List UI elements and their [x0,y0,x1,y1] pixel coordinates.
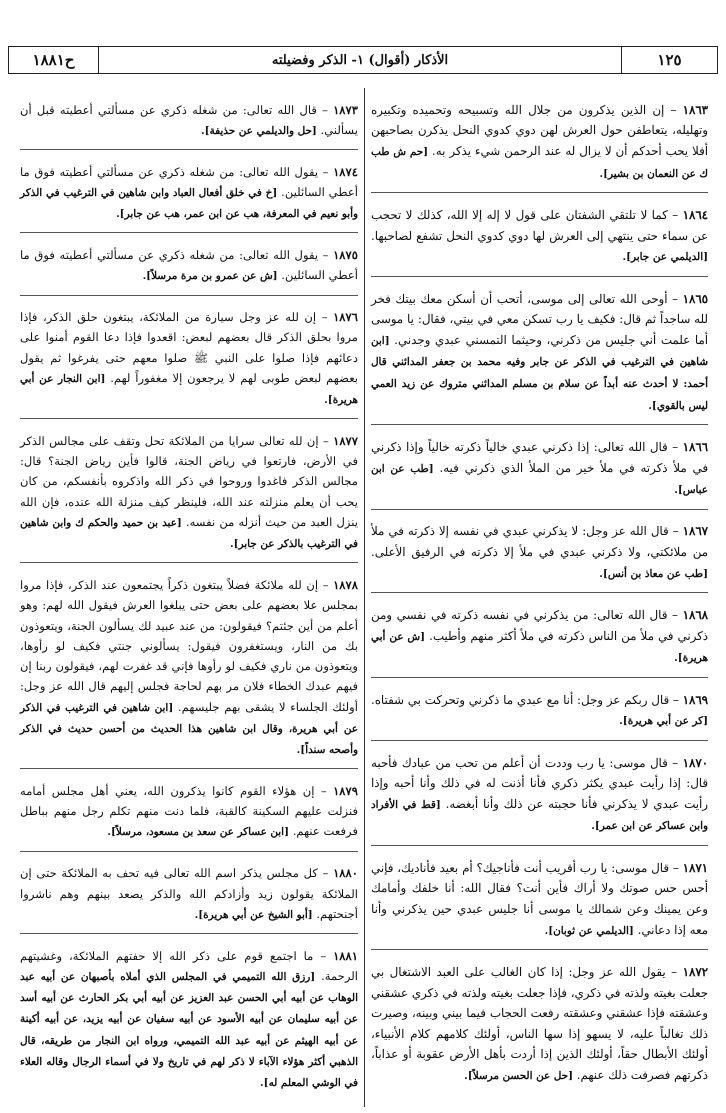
hadith-text: إن هؤلاء القوم كانوا يذكرون الله، يعني أهل مجلس أمامه فنزلت عليهم السكينة كالقبة، فلما دنت منهم تكلم رجل منهم بباطل فرفعت عنهم. [20,783,358,839]
hadith-entry [371,962,708,1087]
entry-divider [20,851,358,852]
hadith-text: إن لله عز وجل سيارة من الملائكة، يبتغون حلق الذكر، فإذا مروا بحلق الذكر قال بعضهم لبعض: اقعدوا فإذا دعا القوم أمنوا على دعائهم فإذا صلوا على النبي ﷺ صلوا معهم حتى يفرغوا ثم يقول بعضهم لبعض طوبى لهم لا يرجعون إلا مغفوراً لهم. [20,310,359,385]
chapter-title: الأذكار (أقوال) ١- الذكر وفضيلته [271,52,449,68]
hadith-number: ١٨٧١ [682,860,709,875]
hadith-number: ١٨٧٨ [333,578,358,593]
entry-dash: – [313,948,334,963]
hadith-entry [371,753,708,837]
hadith-number: ١٨٦٤ [682,207,708,222]
entry-divider [20,232,358,233]
page-number: ١٢٥ [621,47,717,73]
hadith-number: ١٨٧٠ [682,755,708,770]
hadith-text: ما اجتمع قوم على ذكر الله إلا حفتهم الملائكة، وغشيتهم الرحمة. [20,948,358,983]
hadith-source: [كر عن أبي هريرة]. [619,715,708,728]
hadith-number: ١٨٨١ [333,948,358,963]
hadith-source: [طب عن معاذ بن أنس]. [599,567,708,580]
hadith-text: كما لا تلتقي الشفتان على قول لا إله إلا الله، كذلك لا تحجب عن سماء حتى ينتهي إلى العرش لها دوي كدوي النحل تشفع لصاحبها. [371,207,708,243]
entry-divider [371,276,708,277]
hadith-number: ١٨٦٣ [682,102,708,117]
entry-dash: – [314,783,334,798]
entry-dash: – [318,578,334,593]
hadith-entry [20,575,358,760]
hadith-text: إن الذين يذكرون من جلال الله وتسبيحه وتحميده وتكبيره وتهليله، يتعاطفن حول العرش لهن دوي كدوي النحل يذكرن بصاحبهن أفلا يحب أحدكم أن لا يزال له عند الرحمن شيء يذكر به. [371,102,708,158]
hadith-entry [20,162,358,225]
hadith-source: [الديلمي عن جابر]. [622,251,708,264]
hadith-source: [ش عن أبي هريرة]. [371,630,708,665]
hadith-number: ١٨٧٩ [333,783,358,798]
entry-dash: – [664,102,683,117]
entry-dash: – [667,291,683,306]
hadith-entry [20,946,358,1094]
hadith-source: [قط في الأفراد وابن عساكر عن ابن عمر]. [371,798,708,833]
hadith-number: ١٨٦٨ [682,608,708,623]
entry-dash: – [669,692,683,707]
entry-divider [20,768,358,769]
hadith-source: [حل عن الحسن مرسلاً]. [464,1069,574,1082]
entry-divider [371,509,708,510]
hadith-source: [طب عن ابن عباس]. [371,462,708,497]
entry-dash: – [667,608,683,623]
entry-divider [20,933,358,934]
entry-divider [371,192,708,193]
entry-divider [20,418,358,419]
hadith-entry [371,690,708,732]
hadith-text: قال موسى: يا رب وددت أن أعلم من تحب من عبادك فأحبه قال: إذا رأيت عبدي يكثر ذكري فأنا أذنت له في ذلك وأنا أحبه وإذا رأيت عبدي لا يذكرني فأنا حجبته عن ذلك وأنا أبغضه. [371,755,708,811]
hadith-number: ١٨٦٧ [682,524,708,539]
entry-divider [371,845,708,846]
hadith-source: [حم ش طب ك عن النعمان بن بشير]. [371,145,708,180]
hadith-number: ١٨٧٦ [333,310,358,325]
hadith-entry [371,100,708,184]
hadith-text: إن لله تعالى سرايا من الملائكة تحل وتقف على مجالس الذكر في الأرض، فارتعوا في رياض الجنة، قالوا فأين رياض الجنة؟ قال: مجالس الذكر فاغدوا وروحوا في ذكر الله واذكروه بأنفسكم، من كان يحب أن يعلم منزلته عند الله، فلينظر كيف منزلة الله عنده، فإن الله ينزل العبد من حيث أنزله من نفسه. [20,433,359,529]
entry-dash: – [318,164,334,179]
hadith-text: يقول الله تعالى: من شغله ذكري عن مسألتي أعطيته فوق ما أعطي السائلين. [20,248,358,283]
hadith-number: ١٨٧٣ [333,102,358,117]
entry-dash: – [317,866,334,881]
entry-dash: – [669,860,683,875]
entry-divider [371,424,708,425]
entry-dash: – [318,433,334,448]
hadith-number: ١٨٦٦ [682,439,708,454]
entry-dash: – [668,524,683,539]
entry-divider [20,562,358,563]
hadith-text: قال الله عز وجل: لا يذكرني عبدي في نفسه إلا ذكرته في ملأ من ملائكتي، ولا ذكرني عبدي في ملأ إلا ذكرته في الرفيق الأعلى. [371,524,708,560]
hadith-number: ١٨٧٢ [682,964,708,979]
entry-divider [371,592,708,593]
page-header [8,46,718,74]
entry-dash: – [316,102,334,117]
hadith-source: [ابن عساكر عن سعد بن مسعود، مرسلاً]. [107,826,289,839]
hadith-text: قال الله تعالى: من يذكرني في نفسه ذكرته في نفسي ومن ذكرني في ملأ من الناس ذكرته في ملأ أكثر منهم وأطيب. [371,608,708,643]
hadith-entry [20,781,358,843]
hadith-source: [عبد بن حميد والحكم ك وابن شاهين في الترغيب بالذكر عن جابر]. [20,516,358,551]
hadith-source: [أبو الشيخ عن أبي هريرة]. [194,908,313,921]
hadith-text: قال الله تعالى: إذا ذكرني عبدي خالياً ذكرته خالياً وإذا ذكرني في ملأ ذكرته في ملأ خير من الملأ الذي ذكرني فيه. [371,439,708,475]
hadith-number: ١٨٧٤ [333,164,358,179]
text-columns [14,88,714,1107]
hadith-entry [371,521,708,584]
hadith-entry [371,605,708,669]
hadith-entry [371,858,708,941]
hadith-number: ١٨٧٥ [333,248,358,263]
entry-dash: – [318,248,334,263]
hadith-number: ١٨٦٥ [682,291,708,306]
hadith-text: قال ربكم عز وجل: أنا مع عبدي ما ذكرني وتحركت بي شفتاه. [371,692,670,707]
hadith-text: أوحى الله تعالى إلى موسى، أتحب أن أسكن معك بيتك فخر لله ساجداً ثم قال: فكيف يا رب تسكن معي في بيتي، فقال: يا موسى أما علمت أني جليس من ذكرني، وحيثما التمسني عبدي وجدني. [371,291,709,347]
hadith-source: [ش عن عمرو بن مرة مرسلاً]. [142,270,278,283]
entry-dash: – [665,964,683,979]
hadith-text: كل مجلس يذكر اسم الله تعالى فيه تحف به الملائكة حتى إن الملائكة يقولون زيد وأزادكم الله والذكر يصعد بينهم وهم ناشروا أجنحتهم. [20,866,358,921]
hadith-number: ١٨٧٧ [333,433,359,448]
entry-divider [371,677,708,678]
hadith-text: قال الله تعالى: من شغله ذكري عن مسألتي أعطيته قبل أن يسألني. [20,102,358,137]
hadith-number: ١٨٨٠ [333,866,358,881]
hadith-number: ١٨٦٩ [682,692,708,707]
entry-divider [371,949,708,950]
hadith-source: [ابن شاهين في الترغيب في الذكر عن أبي هريرة، وقال ابن شاهين هذا الحديث من أحسن حديث في الذكر وأصحه سنداً]. [20,701,358,757]
entry-dash: – [667,439,683,454]
entry-dash: – [667,755,683,770]
hadith-text: يقول الله تعالى: من شغله ذكري عن مسألتي أعطيته فوق ما أعطي السائلين. [20,164,358,199]
hadith-entry [371,437,708,501]
hadith-source: [ابن شاهين في الترغيب في الذكر عن جابر وفيه محمد بن جعفر المدائني قال أحمد: لا أحدث عنه أبداً عن سلام بن مسلم المدائني متروك عن زيد العمي ليس بالقوي]. [371,334,708,412]
hadith-text: يقول الله عز وجل: إذا كان الغالب على العبد الاشتغال بي جعلت بغيته ولذته في ذكري، فإذا جعلت بغيته ولذته في ذكري عشقني وعشقته فإذا عشقني وعشقته رفعت الحجاب فيما بيني وبينه، وصيرت ذلك تغالباً عليه، لا يسهو إذا سها الناس، أولئك كلامهم كلام الأنبياء، أولئك الأبطال حقاً، أولئك الذين إذا أردت بأهل الأرض عقوبة أو عذاباً، ذكرتهم فصرفت ذلك عنهم. [371,964,708,1082]
hadith-range-label: ح١٨٨١ [9,47,99,73]
hadith-entry [371,205,708,268]
hadith-entry [20,245,358,287]
hadith-source: [الديلمي عن ثوبان]. [544,924,634,937]
hadith-entry [371,289,708,417]
hadith-entry [20,307,358,410]
hadith-entry [20,100,358,142]
hadith-entry [20,863,358,925]
hadith-source: [حل والديلمي عن حذيفة]. [201,124,317,137]
hadith-source: [خ في خلق أفعال العباد وابن شاهين في الترغيب في الذكر وأبو نعيم في المعرفة، هب عن ابن عمر، هب عن جابر]. [20,186,358,221]
hadith-text: إن لله ملائكة فضلاً يبتغون ذكراً يجتمعون عند الذكر، فإذا مروا بمجلس علا بعضهم على بعض حتى يبلغوا العرش فيقول الله لهم: وهو أعلم من أين جئتم؟ فيقولون: من عند عبيد لك يسألون الجنة، ويتعوذون بك من النار، ويستغفرون فيقول: يسألوني جنتي فكيف لو رأوها، ويتعوذون من ناري فكيف لو رأوها فإني قد غفرت لهم، فيقولون ربنا إن فيهم عبدك الخطاء فلان مر بهم لحاجة فجلس إليهم قال الله عز وجل: أولئك الجلساء لا يشقى بهم جليسهم. [20,578,359,714]
entry-divider [20,149,358,150]
entry-divider [371,740,708,741]
entry-divider [20,295,358,296]
hadith-source: [رزق الله التميمي في المجلس الذي أملاه بأصبهان عن أبيه عبد الوهاب عن أبيه أبي الحسن عبد العزيز عن أبيه أبي بكر الحارث عن أبيه أسد عن أبيه سليمان عن أبيه الأسود عن أبيه سفيان عن أبيه يزيد، عن أبيه أكينة عن أبيه الهيثم عن أبيه عبد الله التميمي، ورواه ابن النجار من طريقه، قال الذهبي أكثر هؤلاء الآباء لا ذكر لهم في تاريخ ولا في أسماء الرجال وقاله العلاء في الوشي المعلم له]. [20,970,358,1090]
right-column [364,88,714,1107]
hadith-text: قال موسى: يا رب أقريب أنت فأناجيك؟ أم بعيد فأناديك، فإني أحس حس صوتك ولا أراك فأين أنت؟ فقال الله: أنا خلفك وأمامك وعن يمينك وعن شمالك يا موسى أنا جليس عبدي حين يذكرني وأنا معه إذا دعاني. [371,860,708,937]
left-column [14,88,364,1107]
hadith-entry [20,431,358,555]
entry-dash: – [316,310,334,325]
entry-dash: – [667,207,683,222]
hadith-source: [ابن النجار عن أبي هريرة]. [20,372,358,407]
